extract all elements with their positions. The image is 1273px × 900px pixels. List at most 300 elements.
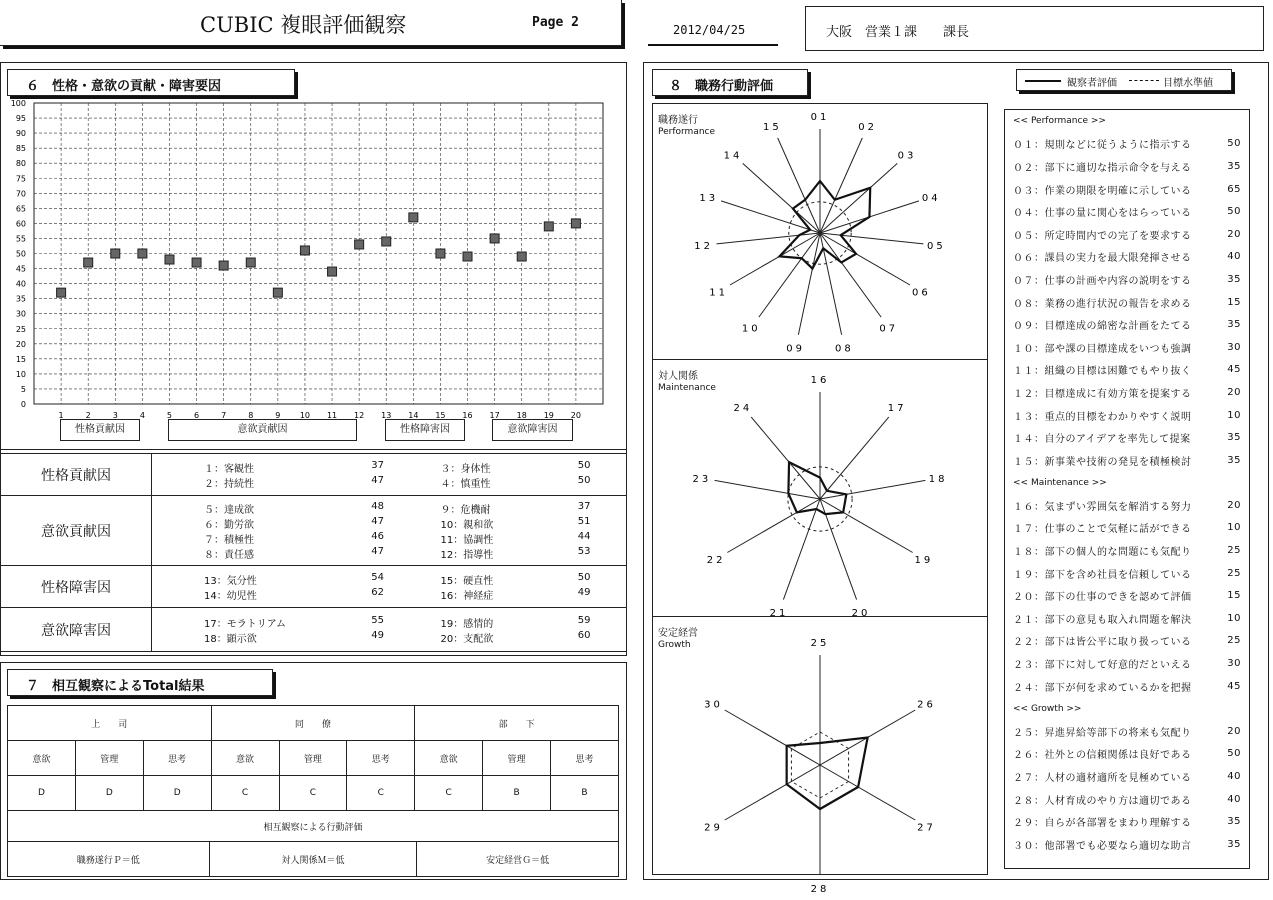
factor-label: 12：指導性: [440, 549, 494, 561]
factor-label: 19：感情的: [440, 618, 494, 630]
radar-axis: [727, 499, 820, 553]
item-row: [1013, 517, 1241, 540]
item-text: ２３：部下に対して好意的だといえる: [1013, 660, 1192, 672]
factor-value: 47: [371, 474, 384, 486]
data-point: [273, 288, 282, 297]
section-8-title-text: ８ 職務行動評価: [669, 79, 774, 94]
legend-dashed-line: [1129, 80, 1159, 81]
subheader-cell: 管理: [483, 741, 551, 776]
factor-value: 51: [577, 515, 591, 527]
x-tick-label: 7: [221, 411, 227, 420]
radar-axis-label: 10: [741, 323, 761, 335]
item-text: ２４：部下が何を求めているかを把握: [1013, 682, 1192, 694]
section-6-title-text: ６ 性格・意欲の貢献・障害要因: [26, 79, 222, 94]
factor-label: ５：達成欲: [204, 504, 254, 516]
radar-axis-label: 09: [786, 343, 806, 355]
radar-axis-label: 08: [834, 343, 854, 355]
factor-row-name: 意欲貢献因: [1, 496, 152, 566]
y-tick-label: 10: [15, 369, 26, 379]
radar-axis: [725, 765, 820, 820]
y-tick-label: 70: [15, 189, 26, 199]
item-row: [1013, 765, 1241, 788]
item-text: １９：部下を含め社員を信頼している: [1013, 569, 1192, 581]
data-point: [165, 255, 174, 264]
item-row: [1013, 810, 1241, 833]
radar-title-growth: 安定経営: [658, 628, 698, 639]
eval-title: 相互観察による行動評価: [8, 811, 619, 842]
factor-label: 13：気分性: [204, 575, 257, 587]
eval-result-g: 安定経営Ｇ＝低: [417, 842, 619, 877]
item-value: 10: [1227, 409, 1241, 421]
factor-cell: [441, 531, 591, 546]
total-results-table: [7, 705, 619, 811]
group-subordinate: 部 下: [415, 706, 619, 741]
factor-row-name: 性格貢献因: [1, 454, 152, 496]
factor-row-name: 意欲障害因: [1, 608, 152, 652]
data-point: [571, 219, 580, 228]
group-header-row: [8, 706, 619, 741]
factor-value: 50: [577, 571, 591, 583]
data-point: [300, 246, 309, 255]
factor-value: 47: [371, 545, 384, 557]
item-text: ０５：所定時間内での完了を要求する: [1013, 230, 1192, 242]
factor-cells: [204, 615, 384, 645]
radar-axis: [743, 163, 820, 233]
group-label-3-text: 性格障害因: [400, 424, 450, 435]
radar-axis: [820, 417, 889, 499]
factor-label: 10：親和欲: [440, 519, 494, 531]
item-text: ０８：業務の進行状況の報告を求める: [1013, 298, 1192, 310]
item-value: 25: [1227, 545, 1241, 557]
radar-divider-1: [652, 359, 988, 360]
factor-value: 49: [371, 629, 384, 641]
y-tick-label: 5: [20, 384, 26, 394]
item-row: [1013, 404, 1241, 427]
group-label-2: [168, 419, 357, 441]
factor-cell: [441, 546, 591, 561]
item-text: １７：仕事のことで気軽に話ができる: [1013, 524, 1192, 536]
item-row: [1013, 178, 1241, 201]
x-tick-label: 20: [570, 411, 581, 420]
factor-row-name: 性格障害因: [1, 566, 152, 608]
factor-cell: [204, 516, 384, 531]
item-text: ２１：部下の意見も取入れ問題を解決: [1013, 614, 1192, 626]
factor-label: 18：顕示欲: [204, 633, 257, 645]
eval-result-p: 職務遂行Ｐ＝低: [8, 842, 210, 877]
radar-axis-label: 28: [810, 884, 830, 895]
grade-cell: B: [551, 776, 619, 811]
data-point: [57, 288, 66, 297]
item-value: 35: [1227, 432, 1241, 444]
radar-axis-label: 11: [709, 287, 729, 299]
data-point: [111, 249, 120, 258]
factor-value: 44: [577, 530, 591, 542]
y-tick-label: 65: [15, 204, 26, 214]
section-7-title-text: ７ 相互観察によるTotal結果: [26, 679, 205, 694]
x-tick-label: 9: [275, 411, 281, 420]
radar-axis-label: 16: [810, 375, 830, 386]
eval-title-row: [8, 811, 619, 842]
factor-label: ８：責任感: [204, 549, 254, 561]
factor-cell: [204, 501, 384, 516]
radar-axis-label: 07: [879, 323, 899, 335]
item-row: [1013, 720, 1241, 743]
item-row: [1013, 743, 1241, 766]
item-value: 20: [1227, 725, 1241, 737]
y-tick-label: 55: [15, 234, 26, 244]
factor-value: 62: [371, 586, 384, 598]
item-text: １１：組織の目標は困難でもやり抜く: [1013, 366, 1192, 378]
item-row: [1013, 607, 1241, 630]
radar-axis-label: 27: [917, 822, 936, 834]
radar-axis-label: 19: [914, 555, 934, 566]
factor-row: [1, 496, 626, 566]
factor-label: 15：硬直性: [440, 575, 494, 587]
item-text: ０７：仕事の計画や内容の説明をする: [1013, 275, 1192, 287]
item-text: ２９：自らが各部署をまわり理解する: [1013, 818, 1192, 830]
legend-observer-label: 観察者評価: [1067, 78, 1117, 89]
factor-cell: [204, 615, 384, 630]
factor-cells: [204, 572, 384, 602]
radar-axis: [820, 480, 925, 499]
factor-right-col: [391, 608, 626, 652]
eval-result-row: [8, 842, 619, 877]
item-row: [1013, 381, 1241, 404]
radar-axis-label: 01: [810, 112, 830, 123]
radar-axis-label: 24: [733, 403, 753, 415]
radar-subtitle-maintenance: Maintenance: [658, 383, 716, 393]
item-text: １４：自分のアイデアを率先して提案: [1013, 434, 1191, 446]
group-label-1: [60, 419, 140, 441]
item-row: [1013, 359, 1241, 382]
radar-axis-label: 21: [769, 607, 789, 619]
factor-cell: [441, 475, 591, 490]
item-value: 45: [1227, 364, 1241, 376]
data-point: [192, 258, 201, 267]
group-peer: 同 僚: [211, 706, 415, 741]
eval-result-m: 対人関係Ｍ＝低: [209, 842, 417, 877]
item-text: ０６：課員の実力を最大限発揮させる: [1013, 253, 1192, 265]
factor-value: 60: [577, 629, 591, 641]
legend-target-label: 目標水準値: [1163, 78, 1213, 89]
grade-cell: B: [483, 776, 551, 811]
grade-row: [8, 776, 619, 811]
y-tick-label: 95: [15, 114, 26, 124]
factor-cells: [441, 501, 591, 561]
radar-axis-label: 06: [911, 287, 931, 299]
factor-right-col: [391, 566, 626, 608]
group-label-2-text: 意欲貢献因: [237, 424, 288, 435]
x-tick-label: 12: [354, 411, 365, 420]
item-row: [1013, 449, 1241, 472]
factor-left-col: [152, 608, 391, 652]
item-value: 20: [1227, 386, 1241, 398]
x-tick-label: 18: [516, 411, 527, 420]
factor-value: 37: [577, 500, 591, 512]
item-text: １６：気まずい雰囲気を解消する努力: [1013, 501, 1192, 513]
y-tick-label: 80: [15, 159, 26, 169]
item-row: [1013, 584, 1241, 607]
item-value: 35: [1227, 838, 1241, 850]
item-value: 15: [1227, 590, 1241, 602]
x-tick-label: 16: [462, 411, 473, 420]
item-row: [1013, 246, 1241, 269]
radar-axis: [751, 417, 820, 499]
x-tick-label: 17: [489, 411, 500, 420]
factor-value: 48: [371, 500, 384, 512]
section-6-title: [7, 69, 295, 96]
item-value: 30: [1227, 658, 1241, 670]
item-value: 65: [1227, 183, 1241, 195]
section-7-panel: [0, 662, 627, 880]
factor-value: 54: [371, 571, 384, 583]
factor-label: ３：身体性: [440, 463, 491, 475]
subheader-cell: 意欲: [211, 741, 279, 776]
data-point: [517, 252, 526, 261]
factor-label: 14：幼児性: [204, 590, 257, 602]
factor-value: 50: [577, 459, 591, 471]
item-value: 20: [1227, 228, 1241, 240]
item-row: [1013, 539, 1241, 562]
data-point: [544, 222, 553, 231]
factor-value: 59: [577, 614, 591, 626]
radar-axis: [721, 201, 820, 233]
radar-axis: [783, 499, 820, 600]
item-value: 35: [1227, 454, 1241, 466]
radar-axis-label: 18: [928, 474, 948, 486]
radar-title-maintenance: 対人関係: [658, 371, 698, 382]
radar-series: [787, 738, 868, 810]
item-text: ０３：作業の期限を明確に示している: [1013, 185, 1192, 197]
subheader-row: [8, 741, 619, 776]
item-text: １０：部や課の目標達成をいつも強調: [1013, 343, 1192, 355]
factor-label: 20：支配欲: [440, 633, 494, 645]
radar-axis: [820, 499, 913, 553]
factor-cells: [441, 572, 591, 602]
radar-axis-label: 23: [692, 474, 712, 486]
y-tick-label: 60: [15, 219, 26, 229]
item-row: [1013, 133, 1241, 156]
item-value: 40: [1227, 793, 1241, 805]
item-value: 25: [1227, 567, 1241, 579]
radar-axis-label: 17: [887, 403, 907, 415]
radar-axis: [715, 480, 820, 499]
item-text: ０４：仕事の量に関心をはらっている: [1013, 208, 1192, 220]
factor-label: 16：神経症: [440, 590, 494, 602]
item-text: ２７：人材の適材適所を見極めている: [1013, 773, 1192, 785]
radar-axis-label: 15: [763, 122, 782, 134]
factor-table: [1, 449, 626, 652]
item-text: ０９：目標達成の綿密な計画をたてる: [1013, 321, 1192, 333]
report-date: 2012/04/25: [673, 23, 746, 37]
factor-cells: [204, 501, 384, 561]
legend: [1016, 69, 1232, 91]
x-tick-label: 15: [435, 411, 446, 420]
radar-divider-2: [652, 616, 988, 617]
item-text: ０２：部下に適切な指示命令を与える: [1013, 162, 1192, 174]
subheader-cell: 意欲: [415, 741, 483, 776]
data-point: [409, 213, 418, 222]
item-text: ２２：部下は皆公平に取り扱っている: [1013, 637, 1192, 649]
org-box: [805, 6, 1264, 51]
factor-cell: [204, 630, 384, 645]
group-label-1-text: 性格貢献因: [75, 424, 125, 435]
data-point: [328, 267, 337, 276]
item-row: [1013, 336, 1241, 359]
y-tick-label: 40: [15, 279, 26, 289]
grade-cell: C: [347, 776, 415, 811]
item-section-header: << Performance >>: [1013, 116, 1106, 127]
item-row: [1013, 313, 1241, 336]
item-value: 20: [1227, 499, 1241, 511]
factor-cell: [441, 572, 591, 587]
radar-chart-performance: [654, 107, 984, 357]
factor-value: 47: [371, 515, 384, 527]
radar-axis-label: 12: [694, 241, 714, 253]
item-value: 50: [1227, 748, 1241, 760]
factor-label: 17：モラトリアム: [204, 618, 287, 630]
grade-cell: C: [279, 776, 347, 811]
grade-cell: D: [143, 776, 211, 811]
x-tick-label: 1: [58, 411, 64, 420]
factor-row: [1, 566, 626, 608]
x-tick-label: 6: [194, 411, 200, 420]
item-value: 35: [1227, 319, 1241, 331]
page-title: CUBIC 複眼評価観察: [200, 13, 407, 37]
data-point: [382, 237, 391, 246]
data-point: [84, 258, 93, 267]
item-value: 35: [1227, 816, 1241, 828]
factor-label: ２：持続性: [204, 478, 254, 490]
item-row: [1013, 562, 1241, 585]
item-list: [1004, 109, 1250, 869]
factor-left-col: [152, 566, 391, 608]
section-7-title: [7, 669, 273, 696]
radar-axis-label: 13: [699, 192, 719, 204]
item-row: [1013, 291, 1241, 314]
y-tick-label: 45: [15, 264, 26, 274]
factor-cell: [204, 531, 384, 546]
factor-right-col: [391, 496, 626, 566]
factor-cell: [441, 630, 591, 645]
factor-label: ６：勤労欲: [204, 519, 254, 531]
y-tick-label: 25: [15, 324, 26, 334]
item-value: 10: [1227, 522, 1241, 534]
factor-cells: [204, 460, 384, 490]
item-text: １３：重点的目標をわかりやすく説明: [1013, 411, 1192, 423]
grade-cell: C: [415, 776, 483, 811]
item-row: [1013, 426, 1241, 449]
subheader-cell: 管理: [279, 741, 347, 776]
legend-solid-line: [1025, 80, 1061, 82]
section-8-panel: [643, 62, 1269, 895]
group-label-4-text: 意欲障害因: [507, 424, 558, 435]
item-value: 25: [1227, 635, 1241, 647]
item-value: 50: [1227, 206, 1241, 218]
factor-cell: [204, 572, 384, 587]
x-tick-label: 4: [139, 411, 145, 420]
radar-axis-label: 14: [723, 150, 743, 162]
radar-axis-label: 03: [897, 150, 917, 162]
radar-axis-label: 30: [704, 699, 723, 711]
radar-axis-label: 05: [926, 241, 946, 253]
factor-label: 11：協調性: [440, 534, 494, 546]
title-box: [0, 0, 622, 46]
factor-cell: [441, 615, 591, 630]
factor-cell: [204, 460, 384, 475]
radar-axis-label: 20: [851, 607, 871, 619]
y-tick-label: 20: [15, 339, 26, 349]
item-row: [1013, 788, 1241, 811]
x-tick-label: 3: [112, 411, 118, 420]
y-tick-label: 35: [15, 294, 26, 304]
group-boss: 上 司: [8, 706, 212, 741]
factor-label: ９：危機耐: [440, 504, 491, 516]
y-tick-label: 15: [15, 354, 26, 364]
grade-cell: D: [8, 776, 76, 811]
item-value: 35: [1227, 160, 1241, 172]
radar-axis: [820, 765, 915, 820]
data-point: [436, 249, 445, 258]
factor-left-col: [152, 454, 391, 496]
factor-value: 46: [371, 530, 384, 542]
factor-label: １：客観性: [204, 463, 254, 475]
factor-label: ４：慎重性: [440, 478, 491, 490]
radar-chart-growth: [654, 619, 984, 895]
grade-cell: D: [75, 776, 143, 811]
factor-cell: [204, 546, 384, 561]
y-tick-label: 50: [15, 249, 26, 259]
x-tick-label: 13: [381, 411, 392, 420]
factor-row: [1, 608, 626, 652]
data-point: [219, 261, 228, 270]
item-value: 15: [1227, 296, 1241, 308]
behavior-eval-table: [7, 810, 619, 877]
subheader-cell: 思考: [347, 741, 415, 776]
factor-cells: [441, 460, 591, 490]
data-point: [138, 249, 147, 258]
item-section-header: << Maintenance >>: [1013, 477, 1107, 488]
item-row: [1013, 268, 1241, 291]
item-row: [1013, 200, 1241, 223]
item-text: ２６：社外との信頼関係は良好である: [1013, 750, 1192, 762]
item-row: [1013, 675, 1241, 698]
factor-value: 50: [577, 474, 591, 486]
data-point: [246, 258, 255, 267]
date-underline: [648, 44, 778, 46]
factor-label: ７：積極性: [204, 534, 254, 546]
section-8-title: [652, 69, 808, 96]
radar-axis-label: 26: [917, 699, 936, 711]
item-value: 30: [1227, 341, 1241, 353]
factor-right-col: [391, 454, 626, 496]
y-tick-label: 0: [20, 400, 26, 409]
item-text: ２８：人材育成のやり方は適切である: [1013, 795, 1192, 807]
factor-cell: [441, 516, 591, 531]
section-6-panel: [0, 62, 627, 656]
radar-subtitle-performance: Performance: [658, 127, 716, 137]
subheader-cell: 思考: [551, 741, 619, 776]
page-number: Page 2: [532, 15, 579, 30]
subheader-cell: 意欲: [8, 741, 76, 776]
factor-left-col: [152, 496, 391, 566]
data-point: [463, 252, 472, 261]
item-text: ２０：部下の仕事のできを認めて評価: [1013, 592, 1192, 604]
x-tick-label: 14: [408, 411, 419, 420]
radar-axis: [778, 138, 820, 233]
item-value: 50: [1227, 138, 1241, 150]
item-value: 35: [1227, 273, 1241, 285]
